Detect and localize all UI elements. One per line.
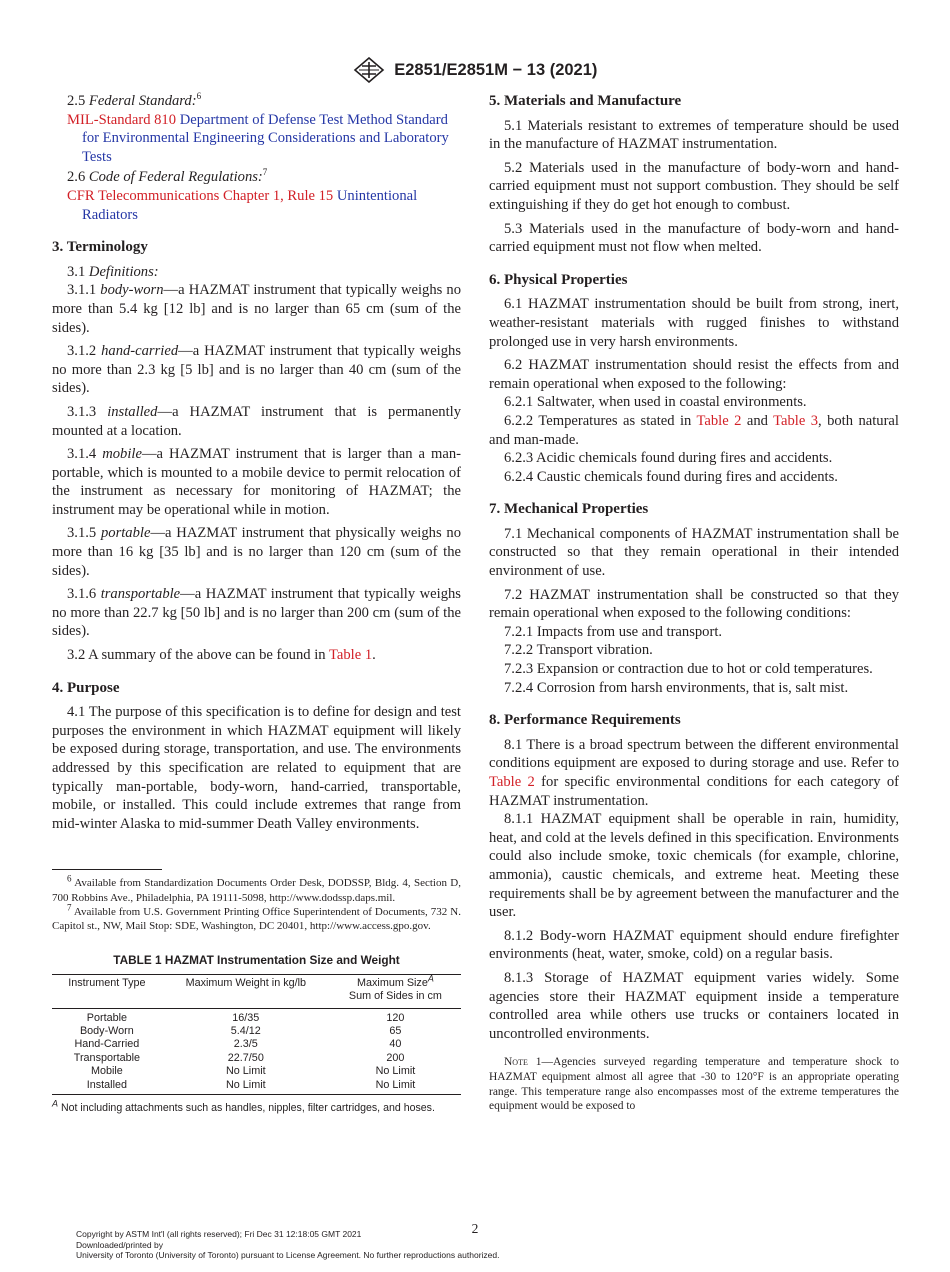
section-7-1: 7.1 Mechanical components of HAZMAT instrumentation shall be constructed so that they remain operational in their intended environment of use.	[489, 525, 899, 580]
table-row: Installed No Limit No Limit	[52, 1079, 461, 1095]
section-3-1-2: 3.1.2 hand-carried—a HAZMAT instrument that typically weighs no more than 2.3 kg [5 lb] and is no larger than 40 cm (sum of the sides).	[52, 343, 461, 397]
section-6-2-3: 6.2.3 Acidic chemicals found during fires and accidents.	[504, 450, 833, 467]
cfr-title-link[interactable]: Unintentional Radiators	[82, 187, 418, 223]
section-4-heading: 4. Purpose	[52, 679, 120, 696]
section-6-heading: 6. Physical Properties	[489, 271, 628, 288]
section-3-1-4: 3.1.4 mobile—a HAZMAT instrument that is larger than a man-portable, which is mounted to a mobile device to permit relocation of the instrument as necessary for monitoring of HAZMAT; the instrument may be operational while in motion.	[52, 446, 461, 518]
mil-std-link[interactable]: MIL-Standard 810	[67, 111, 177, 128]
section-8-1-1: 8.1.1 HAZMAT equipment shall be operable in rain, humidity, heat, and cold at the levels defined in this specification. Environments could also include smoke, toxic chemicals (for example, chlorine, ammonia), caustic chemicals, and extreme heat. Meeting these requirements shall be by agreement between the manufacturer and the user.	[489, 811, 899, 921]
table-row: Hand-Carried 2.3/5 40	[74, 1038, 402, 1051]
section-6-2-2: 6.2.2 Temperatures as stated in Table 2 and Table 3, both natural and man-made.	[489, 412, 899, 448]
cfr-link[interactable]: CFR Telecommunications Chapter 1, Rule 15	[67, 187, 334, 204]
table-header-cell: Maximum Size$^A$ Sum of Sides in cm	[330, 974, 461, 1008]
page-header	[0, 57, 950, 83]
section-2-5-heading: 2.5 Federal Standard:$^6$	[67, 91, 202, 109]
section-5-1: 5.1 Materials resistant to extremes of temperature should be used in the manufacture of HAZMAT instrumentation.	[489, 117, 899, 153]
section-3-1-5: 3.1.5 portable—a HAZMAT instrument that physically weighs no more than 16 kg [35 lb] and is no larger than 120 cm (sum of the sides).	[52, 525, 462, 579]
section-3-1: 3.1 Definitions:	[67, 263, 159, 280]
table-row: Body-Worn 5.4/12 65	[79, 1025, 402, 1037]
table-3-link[interactable]: Table 3	[773, 412, 819, 429]
table-1-link[interactable]: Table 1	[328, 647, 373, 664]
section-6-2-1: 6.2.1 Saltwater, when used in coastal environments.	[504, 394, 807, 411]
section-3-2: 3.2 A summary of the above can be found in Table 1.	[67, 647, 376, 664]
section-7-2-4: 7.2.4 Corrosion from harsh environments, that is, salt mist.	[504, 679, 849, 696]
table-row: Transportable 22.7/50 200	[73, 1051, 405, 1064]
section-5-2: 5.2 Materials used in the manufacture of body-worn and hand-carried equipment must not support combustion. They should be self extinguishing if they do get hot enough to combust.	[489, 159, 899, 213]
table-1-title: TABLE 1 HAZMAT Instrumentation Size and Weight	[113, 953, 400, 968]
note-1: Note 1—Agencies surveyed regarding temperature and temperature shock to HAZMAT equipment almost all agree that -30 to 120°F is an appropriate operating range. This temperature range also encompasses most of the extreme temperatures the equipment would be exposed to	[489, 1056, 899, 1113]
footnote-7: $^7$ Available from U.S. Government Printing Office Superintendent of Documents, 732 N. Capitol st., NW, Mail Stop: SDE, Washington, DC 20401, http://www.access.gpo.gov.	[52, 902, 461, 932]
right-column	[489, 92, 899, 1114]
footnote-divider	[52, 869, 162, 870]
section-3-1-1: 3.1.1 body-worn—a HAZMAT instrument that typically weighs no more than 5.4 kg [12 lb] and is no larger than 65 cm (sum of the sides).	[52, 282, 461, 336]
page-number: 2	[471, 1221, 479, 1236]
document-designation: E2851/E2851M − 13 (2021)	[394, 60, 598, 79]
section-3-1-3: 3.1.3 installed—a HAZMAT instrument that is permanently mounted at a location.	[52, 403, 461, 439]
table-2-link[interactable]: Table 2	[696, 412, 742, 429]
section-8-heading: 8. Performance Requirements	[489, 712, 681, 729]
section-6-2-4: 6.2.4 Caustic chemicals found during fires and accidents.	[504, 468, 838, 485]
section-7-2: 7.2 HAZMAT instrumentation shall be constructed so that they remain operational when exposed to the following conditions:	[489, 586, 899, 622]
table-2-link[interactable]: Table 2	[489, 774, 535, 790]
section-8-1-2: 8.1.2 Body-worn HAZMAT equipment should endure firefighter environments (heat, water, smoke, cold) on a regular basis.	[489, 927, 899, 963]
section-6-1: 6.1 HAZMAT instrumentation should be built from strong, inert, weather-resistant materials with rugged finishes to withstand prolonged use in very harsh environments.	[489, 296, 899, 350]
section-8-1-3: 8.1.3 Storage of HAZMAT equipment varies widely. Some agencies store their HAZMAT equipment inside a temperature controlled area while others use trucks or containers located in uncontrolled environments.	[489, 969, 899, 1042]
mil-std-title-link[interactable]: Department of Defense Test Method Standard for Environmental Engineering Considerations and Laboratory Tests	[82, 111, 449, 165]
section-7-2-1: 7.2.1 Impacts from use and transport.	[504, 623, 723, 640]
table-row: Portable 16/35 120	[86, 1011, 405, 1024]
section-2-5-reference	[52, 111, 461, 167]
table-1-footnote: $^A$ Not including attachments such as handles, nipples, filter cartridges, and hoses.	[52, 1098, 435, 1115]
left-column	[52, 92, 461, 1118]
section-2-6-reference	[52, 187, 461, 224]
section-5-heading: 5. Materials and Manufacture	[489, 93, 682, 109]
section-3-1-6: 3.1.6 transportable—a HAZMAT instrument that typically weighs no more than 22.7 kg [50 lb] and is no larger than 200 cm (sum of the sides).	[52, 586, 461, 640]
section-7-heading: 7. Mechanical Properties	[489, 501, 649, 518]
section-6-2: 6.2 HAZMAT instrumentation should resist the effects from and remain operational when exposed to the following:	[489, 357, 899, 392]
section-5-3: 5.3 Materials used in the manufacture of body-worn and hand-carried equipment must not flow when melted.	[489, 220, 899, 256]
section-7-2-2: 7.2.2 Transport vibration.	[504, 642, 653, 659]
section-7-2-3: 7.2.3 Expansion or contraction due to hot or cold temperatures.	[504, 661, 873, 678]
copyright-footer: Copyright by ASTM Int'l (all rights reserved); Fri Dec 31 12:18:05 GMT 2021 Downloaded/printed by University of Toronto (University of Toronto) pursuant to License Agreement. No further reproductions authorized.	[76, 1229, 500, 1261]
table-row: Mobile No Limit No Limit	[90, 1065, 416, 1078]
table-header-cell: Instrument Type	[52, 974, 162, 1008]
table-header-cell: Maximum Weight in kg/lb	[162, 974, 330, 1008]
section-4-1: 4.1 The purpose of this specification is to define for design and test purposes the environment in which HAZMAT equipment will likely be exposed during storage, transportation, and use. The environments addressed by this specification are related to equipment that are typically man-portable, body-worn, hand-carried, transportable, mobile, or installed. This could include extremes that range from mid-winter Alaska to mid-summer Death Valley environments.	[52, 704, 461, 832]
section-3-heading: 3. Terminology	[52, 239, 148, 256]
footnote-6: $^6$ Available from Standardization Documents Order Desk, DODSSP, Bldg. 4, Section D, 700 Robbins Ave., Philadelphia, PA 19111-5098, http://www.dodssp.daps.mil.	[52, 873, 461, 904]
section-8-1: 8.1 There is a broad spectrum between the different environmental conditions equipment are exposed to during storage and use. Refer to Table 2 for specific environmental conditions for each category of HAZMAT instrumentation.	[489, 736, 900, 809]
section-2-6-heading: 2.6 Code of Federal Regulations:$^7$	[67, 167, 268, 186]
table-1	[52, 974, 461, 1095]
astm-logo-icon	[353, 57, 385, 83]
